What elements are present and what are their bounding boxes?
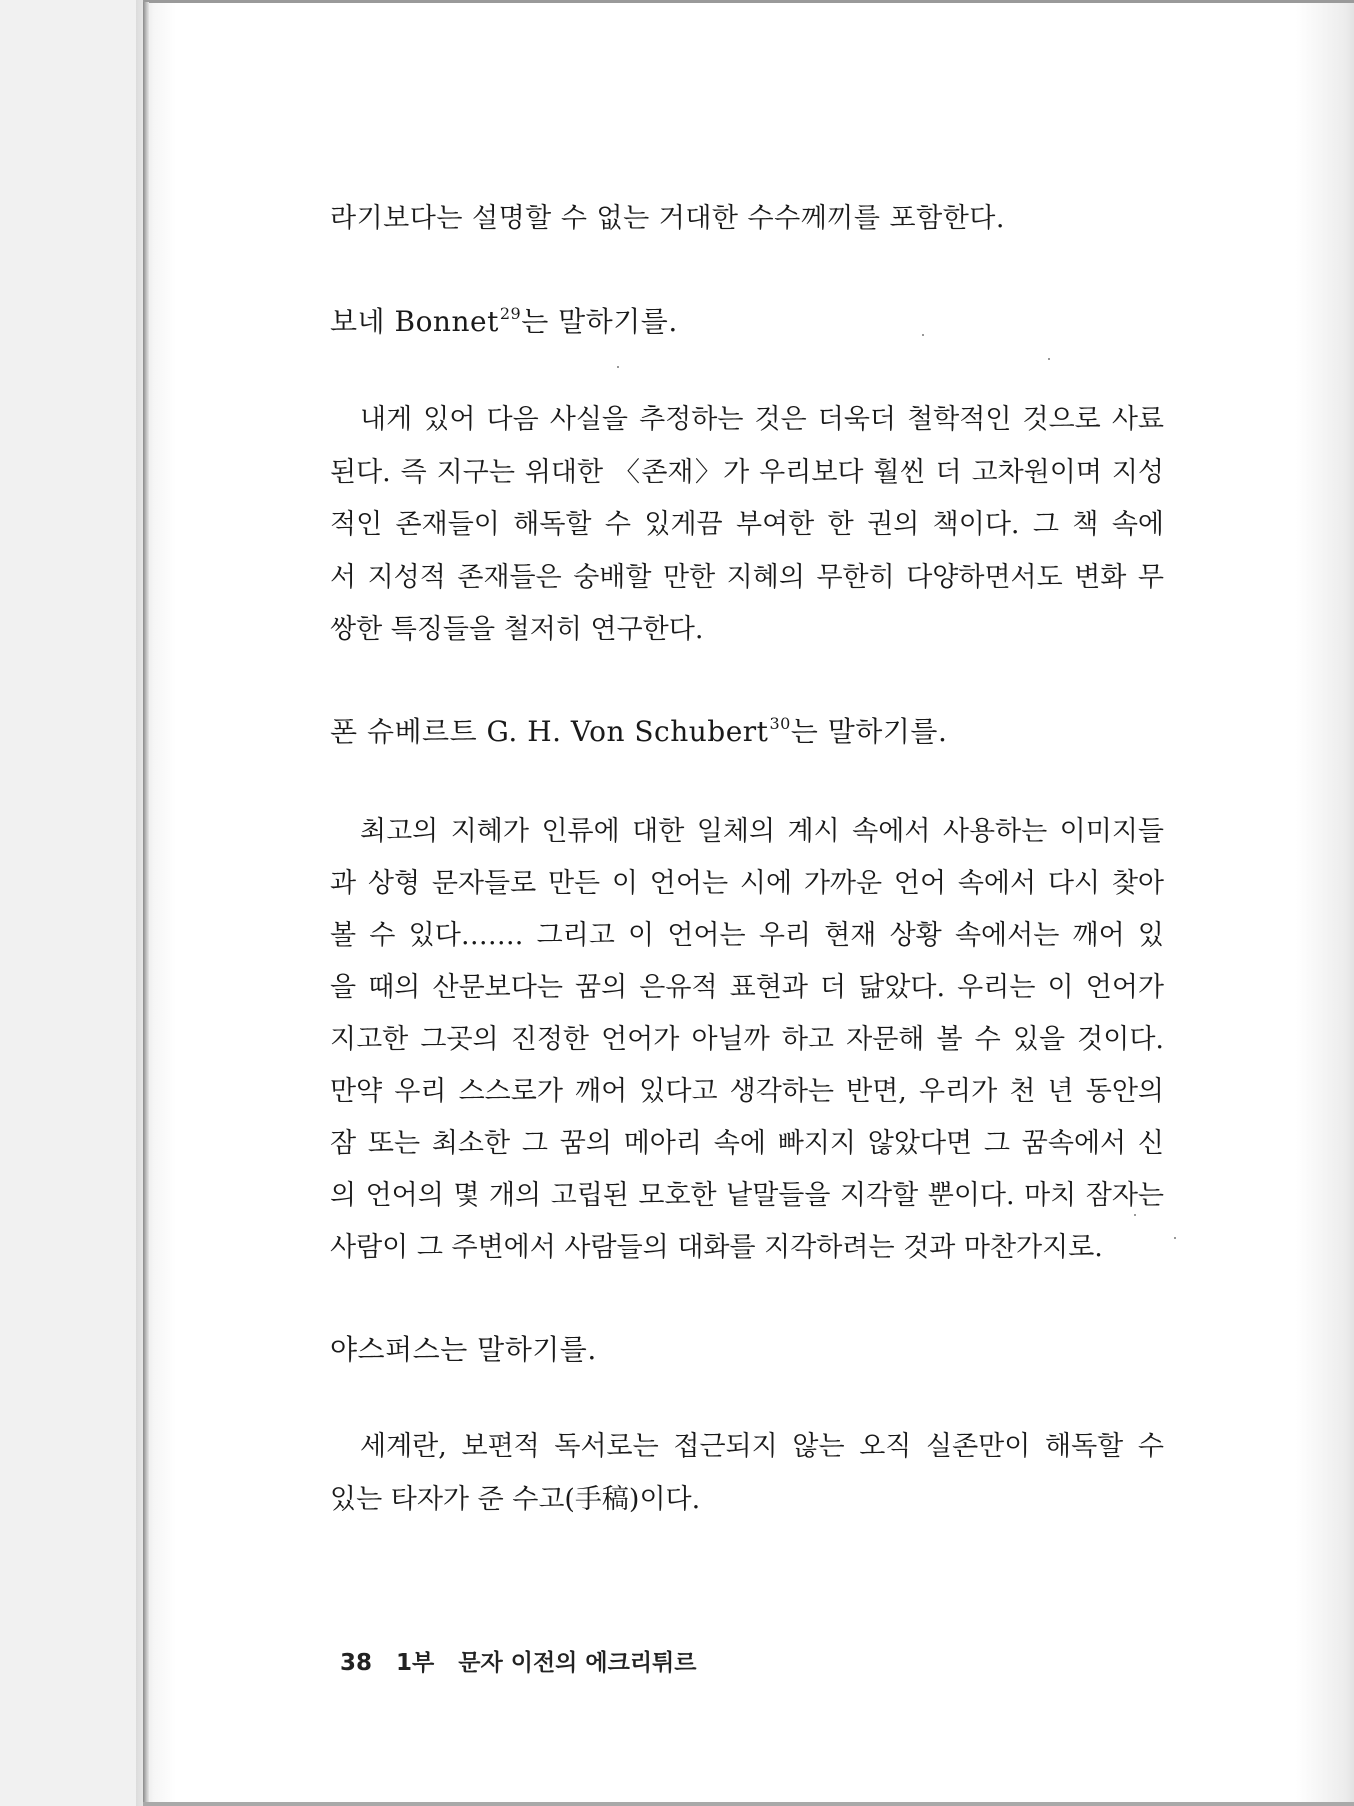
quote-bonnet-line: 된다. 즉 지구는 위대한 〈존재〉가 우리보다 훨씬 더 고차원이며 지성: [330, 457, 1164, 488]
body-line-continuation: 라기보다는 설명할 수 없는 거대한 수수께끼를 포함한다.: [330, 203, 1005, 234]
scan-speck: [617, 366, 619, 368]
quote-schubert-line: 의 언어의 몇 개의 고립된 모호한 낱말들을 지각할 뿐이다. 마치 잠자는: [330, 1180, 1164, 1211]
page-spine-edge: [143, 2, 149, 1804]
scan-speck: [1048, 358, 1050, 360]
page-footer: [340, 1644, 712, 1677]
quote-bonnet-line: 적인 존재들이 해독할 수 있게끔 부여한 한 권의 책이다. 그 책 속에: [330, 509, 1164, 540]
quote-bonnet-line: 내게 있어 다음 사실을 추정하는 것은 더욱더 철학적인 것으로 사료: [360, 404, 1164, 435]
schubert-intro: [330, 710, 1164, 750]
quote-schubert-line: 을 때의 산문보다는 꿈의 은유적 표현과 더 닮았다. 우리는 이 언어가: [330, 972, 1164, 1003]
jaspers-intro: 야스퍼스는 말하기를.: [330, 1333, 597, 1366]
part-label: 1부: [396, 1650, 435, 1676]
quote-bonnet-line: 쌍한 특징들을 철저히 연구한다.: [330, 614, 704, 645]
chapter-title: 문자 이전의 에크리튀르: [458, 1650, 697, 1676]
quote-schubert-line: 만약 우리 스스로가 깨어 있다고 생각하는 반면, 우리가 천 년 동안의: [330, 1076, 1164, 1107]
quote-schubert-line: 볼 수 있다……. 그리고 이 언어는 우리 현재 상황 속에서는 깨어 있: [330, 920, 1164, 951]
scan-speck: [1174, 1237, 1176, 1239]
bonnet-intro-name: 보네 Bonnet: [330, 305, 499, 338]
page-top-edge: [143, 0, 1354, 3]
quote-schubert-line: 최고의 지혜가 인류에 대한 일체의 계시 속에서 사용하는 이미지들: [360, 816, 1164, 847]
footnote-30: 30: [769, 714, 791, 733]
book-page: [136, 0, 1354, 1806]
quote-schubert-line: 지고한 그곳의 진정한 언어가 아닐까 하고 자문해 볼 수 있을 것이다.: [330, 1024, 1164, 1055]
quote-jaspers-line: 있는 타자가 준 수고(手稿)이다.: [330, 1484, 701, 1515]
page-number: 38: [340, 1650, 373, 1676]
quote-bonnet-line: 서 지성적 존재들은 숭배할 만한 지혜의 무한히 다양하면서도 변화 무: [330, 562, 1164, 593]
quote-jaspers-line: 세계란, 보편적 독서로는 접근되지 않는 오직 실존만이 해독할 수: [360, 1431, 1164, 1462]
quote-schubert-line: 과 상형 문자들로 만든 이 언어는 시에 가까운 언어 속에서 다시 찾아: [330, 868, 1164, 899]
scan-speck: [1134, 1214, 1136, 1216]
schubert-intro-tail: 는 말하기를.: [790, 715, 948, 748]
page-bottom-edge: [143, 1802, 1354, 1806]
bonnet-intro: [330, 300, 1164, 340]
quote-schubert-line: 잠 또는 최소한 그 꿈의 메아리 속에 빠지지 않았다면 그 꿈속에서 신: [330, 1128, 1164, 1159]
bonnet-intro-tail: 는 말하기를.: [521, 305, 678, 338]
quote-schubert-line: 사람이 그 주변에서 사람들의 대화를 지각하려는 것과 마찬가지로.: [330, 1232, 1103, 1263]
schubert-intro-name: 폰 슈베르트 G. H. Von Schubert: [330, 715, 769, 748]
footnote-29: 29: [499, 304, 522, 323]
